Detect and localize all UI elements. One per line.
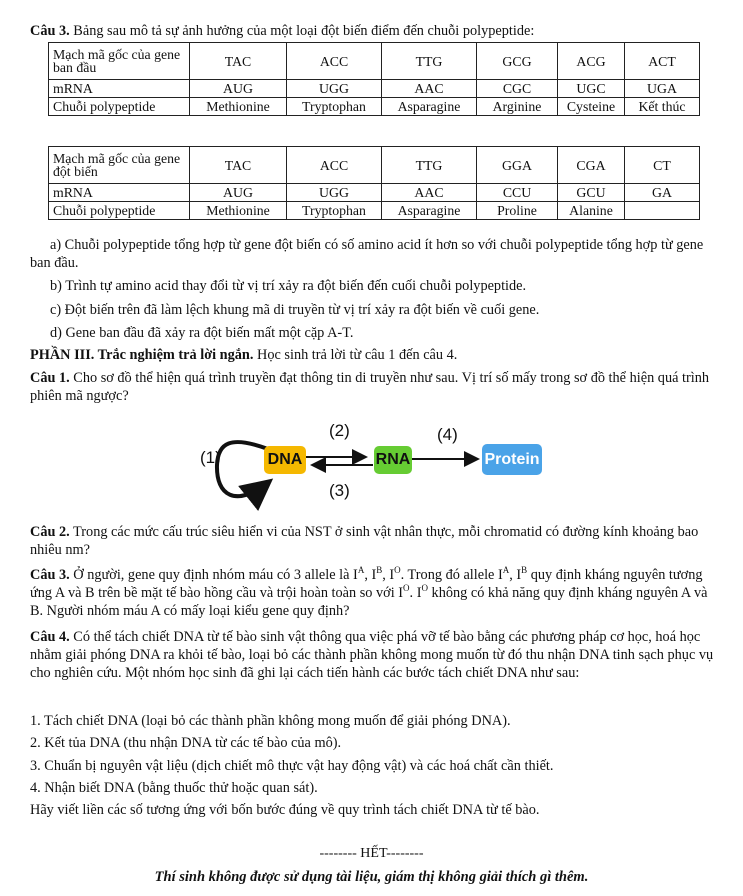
table-cell: ACC (287, 147, 382, 184)
table-cell: CT (625, 147, 700, 184)
list-item: 1. Tách chiết DNA (loại bỏ các thành phần không mong muốn để giải phóng DNA). (30, 713, 511, 729)
table-cell: Kết thúc (625, 98, 700, 116)
question-3-label: Câu 3. (30, 23, 70, 39)
table-cell: Asparagine (382, 98, 477, 116)
table-cell: Methionine (190, 202, 287, 220)
table-cell: Chuỗi polypeptide (49, 98, 190, 116)
question-2-text: Trong các mức cấu trúc siêu hiển vi của NST ở sinh vật nhân thực, mỗi chromatid có đường kính khoảng bao nhiêu nm? (30, 524, 699, 558)
table-cell: GCG (477, 43, 558, 80)
table-cell: Asparagine (382, 202, 477, 220)
table-cell: GA (625, 184, 700, 202)
table-cell: Methionine (190, 98, 287, 116)
table-cell: CCU (477, 184, 558, 202)
question-4-text: Có thể tách chiết DNA từ tế bào sinh vật thông qua việc phá vỡ tế bào bằng các phương pháp cơ học, hoá học nhằm giải phóng DNA ra khỏi tế bào, loại bỏ các thành phần không mong muốn từ đó thu nhận DNA tinh sạch phục vụ cho nghiên cứu. Một nhóm học sinh đã ghi lại cách tiến hành các bước tách chiết DNA như sau: (30, 629, 714, 681)
rna-node: RNA (374, 446, 412, 474)
question-3b (30, 566, 716, 620)
superscript: A (357, 565, 365, 576)
question-3-text: Bảng sau mô tả sự ảnh hưởng của một loại đột biến điểm đến chuỗi polypeptide: (69, 23, 535, 39)
superscript: O (403, 583, 410, 594)
table-cell: ACC (287, 43, 382, 80)
part-3-instructions: Học sinh trả lời từ câu 1 đến câu 4. (253, 347, 458, 363)
table-cell: TAC (190, 43, 287, 80)
superscript: O (421, 583, 428, 594)
question-3b-label: Câu 3. (30, 567, 70, 583)
part-3-heading (30, 346, 716, 364)
table-cell: AUG (190, 184, 287, 202)
original-gene-table (48, 42, 700, 116)
table-cell: Tryptophan (287, 202, 382, 220)
table-cell: Tryptophan (287, 98, 382, 116)
table-cell (625, 202, 700, 220)
table-cell: Mạch mã gốc của gene ban đầu (49, 43, 190, 80)
footer-note: Thí sinh không được sử dụng tài liệu, giám thị không giải thích gì thêm. (154, 869, 589, 885)
part-3-title: PHẦN III. Trắc nghiệm trả lời ngắn. (30, 347, 254, 363)
question-4-label: Câu 4. (30, 629, 70, 645)
table-cell: GGA (477, 147, 558, 184)
text-run: không có khả năng quy định kháng nguyên A và B. Người nhóm máu A có mấy loại kiểu gene quy định? (30, 585, 708, 619)
list-item: 3. Chuẩn bị nguyên vật liệu (dịch chiết mô thực vật hay động vật) và các hoá chất cần thiết. (30, 758, 554, 774)
table-cell: Alanine (558, 202, 625, 220)
superscript: O (394, 565, 401, 576)
text-run: , I (382, 567, 395, 583)
list-item: 2. Kết tủa DNA (thu nhận DNA từ các tế bào của mô). (30, 735, 342, 751)
question-4 (30, 628, 716, 682)
table-row (49, 184, 700, 202)
table-row (49, 202, 700, 220)
table-cell: AAC (382, 184, 477, 202)
question-3-heading (30, 22, 716, 40)
question-1-text: Cho sơ đồ thể hiện quá trình truyền đạt thông tin di truyền như sau. Vị trí số mấy trong sơ đồ thể hiện quá trình phiên mã ngược? (30, 370, 710, 404)
text-run: quy định kháng nguyên tương ứng A và B trên bề mặt tế bào hồng cầu và trội hoàn toàn so với I (30, 567, 703, 601)
question-2-label: Câu 2. (30, 524, 70, 540)
superscript: B (376, 565, 383, 576)
table-cell: TAC (190, 147, 287, 184)
superscript: B (521, 565, 528, 576)
table-cell: CGA (558, 147, 625, 184)
question-2 (30, 523, 716, 559)
superscript: A (502, 565, 510, 576)
table-cell: GCU (558, 184, 625, 202)
table-row (49, 43, 700, 80)
table-cell: Cysteine (558, 98, 625, 116)
diagram-arrows (0, 415, 743, 515)
table-cell: UGA (625, 80, 700, 98)
question-1-label: Câu 1. (30, 370, 70, 386)
table-row (49, 147, 700, 184)
table-cell: UGG (287, 184, 382, 202)
text-run: . Trong đó allele I (400, 567, 503, 583)
statement-c: c) Đột biến trên đã làm lệch khung mã di truyền từ vị trí xảy ra đột biến về cuối gene. (50, 302, 540, 318)
table-cell: CGC (477, 80, 558, 98)
label-1: (1) (200, 448, 221, 467)
table-cell: TTG (382, 147, 477, 184)
question-4-final: Hãy viết liền các số tương ứng với bốn bước đúng về quy trình tách chiết DNA từ tế bào. (30, 802, 540, 818)
text-run: . I (409, 585, 422, 601)
label-3: (3) (329, 481, 350, 500)
question-1 (30, 369, 716, 405)
statement-a: a) Chuỗi polypeptide tổng hợp từ gene đột biến có số amino acid ít hơn so với chuỗi polypeptide tổng hợp từ gene ban đầu. (30, 237, 704, 271)
table-cell: mRNA (49, 80, 190, 98)
dna-node: DNA (264, 446, 306, 474)
table-cell: UGG (287, 80, 382, 98)
table-cell: Arginine (477, 98, 558, 116)
statement-b: b) Trình tự amino acid thay đổi từ vị trí xảy ra đột biến đến cuối chuỗi polypeptide. (50, 278, 527, 294)
text-run: , I (509, 567, 522, 583)
text-run: , I (364, 567, 377, 583)
table-row (49, 98, 700, 116)
central-dogma-diagram (0, 415, 743, 515)
table-cell: TTG (382, 43, 477, 80)
table-cell: Mạch mã gốc của gene đột biến (49, 147, 190, 184)
table-cell: UGC (558, 80, 625, 98)
table-cell: ACG (558, 43, 625, 80)
label-4: (4) (437, 425, 458, 444)
replication-arrow (217, 442, 270, 496)
mutant-gene-table (48, 146, 700, 220)
statement-d: d) Gene ban đầu đã xảy ra đột biến mất một cặp A-T. (50, 325, 354, 341)
table-cell: AAC (382, 80, 477, 98)
protein-node: Protein (482, 444, 542, 475)
table-cell: mRNA (49, 184, 190, 202)
label-2: (2) (329, 421, 350, 440)
list-item: 4. Nhận biết DNA (bằng thuốc thử hoặc quan sát). (30, 780, 318, 796)
table-cell: AUG (190, 80, 287, 98)
table-cell: ACT (625, 43, 700, 80)
text-run: Ở người, gene quy định nhóm máu có 3 allele là I (69, 567, 358, 583)
end-mark: -------- HẾT-------- (319, 846, 424, 861)
table-cell: Proline (477, 202, 558, 220)
table-row (49, 80, 700, 98)
table-cell: Chuỗi polypeptide (49, 202, 190, 220)
